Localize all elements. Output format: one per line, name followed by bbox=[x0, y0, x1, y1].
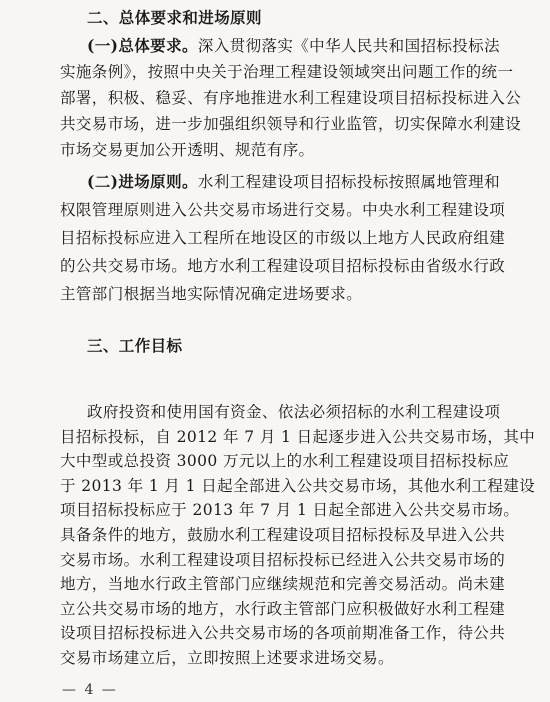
paragraph-3-line-10: 设项目招标投标进入公共交易市场的各项前期准备工作，待公共 bbox=[60, 624, 506, 643]
paragraph-1-line-4: 共交易市场，进一步加强组织领导和行业监管，切实保障水利建设 bbox=[60, 115, 522, 133]
paragraph-3-line-1: 政府投资和使用国有资金、依法必须招标的水利工程建设项 bbox=[87, 403, 501, 421]
section-heading-3: 三、工作目标 bbox=[87, 336, 183, 355]
paragraph-1-lead: (一)总体要求。 bbox=[87, 36, 198, 55]
paragraph-1-line-3: 部署，积极、稳妥、有序地推进水利工程建设项目招标投标进入公 bbox=[60, 89, 522, 107]
paragraph-2-lead: (二)进场原则。 bbox=[87, 172, 198, 191]
paragraph-1-line-2: 实施条例》，按照中央关于治理工程建设领域突出问题工作的统一 bbox=[60, 63, 514, 81]
paragraph-3-line-9: 立公共交易市场的地方，水行政主管部门应积极做好水利工程建 bbox=[60, 599, 506, 618]
paragraph-3-line-3: 大中型或总投资 3000 万元以上的水利工程建设项目招标投标应 bbox=[60, 452, 510, 471]
paragraph-3-line-7: 交易市场。水利工程建设项目招标投标已经进入公共交易市场的 bbox=[60, 550, 506, 569]
paragraph-3-line-8: 地方，当地水行政主管部门应继续规范和完善交易活动。尚未建 bbox=[60, 575, 506, 594]
paragraph-2-line-4: 的公共交易市场。地方水利工程建设项目招标投标由省级水行政 bbox=[60, 257, 506, 275]
page-number: — 4 — bbox=[62, 682, 118, 698]
paragraph-1-line-1: (一)总体要求。深入贯彻落实《中华人民共和国招标投标法 bbox=[87, 36, 500, 55]
paragraph-1-line-5: 市场交易更加公开透明、规范有序。 bbox=[60, 141, 315, 159]
paragraph-2-line-2: 权限管理原则进入公共交易市场进行交易。中央水利工程建设项 bbox=[60, 201, 506, 219]
paragraph-3-line-11: 交易市场建立后，立即按照上述要求进场交易。 bbox=[60, 649, 394, 667]
paragraph-3-line-2: 目招标投标，自 2012 年 7 月 1 日起逐步进入公共交易市场，其中 bbox=[60, 427, 536, 446]
paragraph-2-line-1: (二)进场原则。水利工程建设项目招标投标按照属地管理和 bbox=[87, 172, 500, 191]
paragraph-3-line-4: 于 2013 年 1 月 1 日起全部进入公共交易市场，其他水利工程建设 bbox=[60, 476, 536, 495]
paragraph-2-line-5: 主管部门根据当地实际情况确定进场要求。 bbox=[60, 285, 363, 303]
paragraph-3-line-6: 具备条件的地方，鼓励水利工程建设项目招标投标及早进入公共 bbox=[60, 526, 506, 544]
paragraph-2-line-3: 目招标投标应进入工程所在地设区的市级以上地方人民政府组建 bbox=[60, 229, 506, 247]
paragraph-3-line-5: 项目招标投标应于 2013 年 7 月 1 日起全部进入公共交易市场。 bbox=[60, 501, 520, 520]
section-heading-2: 二、总体要求和进场原则 bbox=[87, 8, 262, 27]
